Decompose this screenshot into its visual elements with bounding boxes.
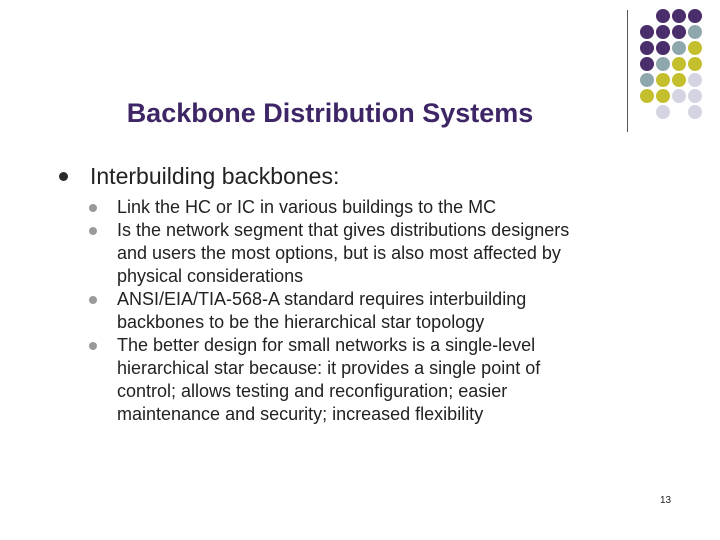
bullet-dot-icon bbox=[59, 172, 68, 181]
decorative-dot bbox=[640, 41, 654, 55]
sub-bullet-item bbox=[89, 219, 689, 288]
decorative-dot bbox=[672, 9, 686, 23]
sub-bullet-item bbox=[89, 334, 689, 426]
sub-bullet-line: ANSI/EIA/TIA-568-A standard requires interbuilding bbox=[117, 289, 527, 309]
decorative-dot bbox=[688, 73, 702, 87]
decorative-dot bbox=[672, 89, 686, 103]
decorative-dot bbox=[640, 57, 654, 71]
decorative-dot-grid bbox=[640, 9, 720, 121]
bullet-dot-icon bbox=[89, 296, 97, 304]
decorative-dot bbox=[656, 105, 670, 119]
decorative-dot bbox=[672, 73, 686, 87]
decorative-dot bbox=[640, 89, 654, 103]
decorative-dot bbox=[688, 105, 702, 119]
sub-bullet-item bbox=[89, 196, 689, 219]
divider-line bbox=[627, 10, 628, 132]
decorative-dot bbox=[672, 41, 686, 55]
decorative-dot bbox=[672, 57, 686, 71]
main-bullet-text: Interbuilding backbones: bbox=[90, 163, 340, 189]
decorative-dot bbox=[688, 9, 702, 23]
sub-bullet-line: and users the most options, but is also most affected by bbox=[117, 243, 561, 263]
decorative-dot bbox=[688, 41, 702, 55]
sub-bullet-line: Is the network segment that gives distributions designers bbox=[117, 220, 570, 240]
bullet-dot-icon bbox=[89, 227, 97, 235]
slide-title: Backbone Distribution Systems bbox=[126, 98, 534, 128]
decorative-dot bbox=[656, 41, 670, 55]
decorative-dot bbox=[656, 9, 670, 23]
sub-bullet-line: Link the HC or IC in various buildings to the MC bbox=[117, 197, 497, 217]
decorative-dot bbox=[672, 25, 686, 39]
sub-bullet-line: maintenance and security; increased flexibility bbox=[117, 404, 484, 424]
decorative-dot bbox=[688, 89, 702, 103]
decorative-dot bbox=[640, 25, 654, 39]
decorative-dot bbox=[688, 57, 702, 71]
decorative-dot bbox=[656, 89, 670, 103]
sub-bullet-list bbox=[89, 196, 689, 426]
bullet-dot-icon bbox=[89, 204, 97, 212]
decorative-dot bbox=[640, 73, 654, 87]
sub-bullet-line: The better design for small networks is a single-level bbox=[117, 335, 536, 355]
decorative-dot bbox=[656, 57, 670, 71]
decorative-dot bbox=[656, 25, 670, 39]
sub-bullet-line: physical considerations bbox=[117, 266, 304, 286]
sub-bullet-line: backbones to be the hierarchical star topology bbox=[117, 312, 485, 332]
bullet-dot-icon bbox=[89, 342, 97, 350]
decorative-dot bbox=[688, 25, 702, 39]
sub-bullet-item bbox=[89, 288, 689, 334]
sub-bullet-line: control; allows testing and reconfiguration; easier bbox=[117, 381, 508, 401]
decorative-dot bbox=[656, 73, 670, 87]
sub-bullet-line: hierarchical star because: it provides a single point of bbox=[117, 358, 541, 378]
page-number: 13 bbox=[660, 495, 672, 506]
